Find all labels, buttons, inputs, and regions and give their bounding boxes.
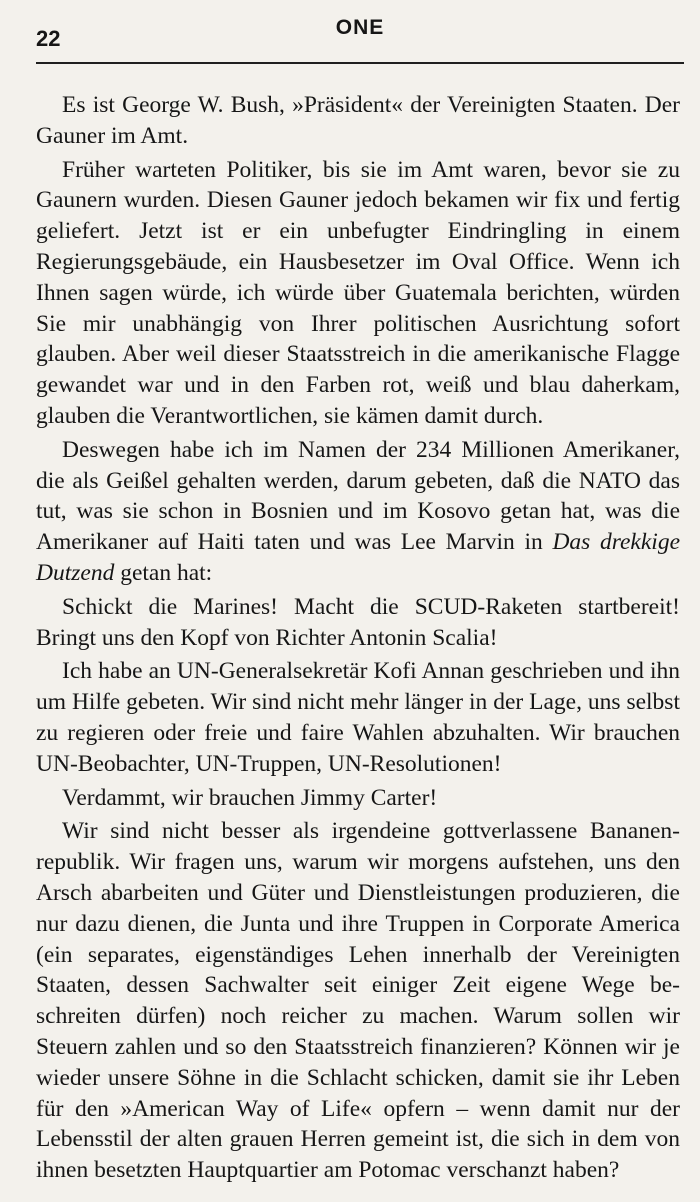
page-number: 22	[36, 26, 61, 51]
paragraph: Schickt die Marines! Macht die SCUD-Raketen startbereit! Bringt uns den Kopf von Richter Antonin Scalia!	[36, 593, 680, 651]
paragraph: Wir sind nicht besser als irgendeine gottverlassene Bananenrepublik. Wir fragen uns, warum wir morgens aufstehen, uns den Arsch abarbeiten und Güter und Dienstleistungen produzieren, die nur dazu dienen, die Junta und ihre Truppen in Corporate America (ein separates, eigenständiges Lehen innerhalb der Vereinigten Staaten, dessen Sachwalter seit einiger Zeit eigene Wege beschreiten dürfen) noch reicher zu machen. Warum sollen wir Steuern zahlen und so den Staatsstreich finanzieren? Können wir je wieder unsere Söhne in die Schlacht schicken, damit sie ihr Leben für den »American Way of Life« opfern – wenn damit nur der Lebensstil der alten grauen Herren gemeint ist, die sich in dem von ihnen besetzten Hauptquartier am Potomac verschanzt haben?	[36, 818, 680, 1184]
paragraph-text: getan hat:	[114, 559, 213, 586]
running-head: ONE	[335, 16, 385, 39]
paragraph	[36, 435, 680, 589]
paragraph: Verdammt, wir brauchen Jimmy Carter!	[62, 784, 438, 811]
paragraph-text: Deswegen habe ich im Namen der 234 Millionen Amerikaner, die als Geißel gehalten werden, darum gebeten, daß die NATO das tut, was sie schon in Bosnien und im Kosovo getan hat, was die Amerikaner auf Haiti taten und was Lee Marvin in	[36, 436, 680, 556]
paragraph: Ich habe an UN-Generalsekretär Kofi Annan geschrieben und ihn um Hilfe gebeten. Wir sind nicht mehr länger in der Lage, uns selbst zu regieren oder freie und faire Wahlen abzuhalten. Wir brauchen UN-Beobachter, UN-Truppen, UN-Resolutionen!	[36, 658, 680, 777]
body-text	[36, 90, 680, 1186]
paragraph: Es ist George W. Bush, »Präsident« der Vereinigten Staaten. Der Gauner im Amt.	[36, 92, 680, 149]
paragraph: Früher warteten Politiker, bis sie im Amt waren, bevor sie zu Gaunern wurden. Diesen Gauner jedoch bekamen wir fix und fertig geliefert. Jetzt ist er ein unbefugter Eindringling in einem Regierungsgebäude, ein Hausbesetzer im Oval Office. Wenn ich Ihnen sagen würde, ich würde über Guatemala berichten, würden Sie mir unabhängig von Ihrer politischen Ausrichtung sofort glauben. Aber weil dieser Staatsstreich in die amerikanische Flagge gewandet war und in den Farben rot, weiß und blau daherkam, glauben die Verantwortlichen, sie kämen damit durch.	[36, 156, 680, 429]
page-header	[36, 12, 684, 64]
film-title: Das drekkige Dutzend	[36, 529, 681, 586]
